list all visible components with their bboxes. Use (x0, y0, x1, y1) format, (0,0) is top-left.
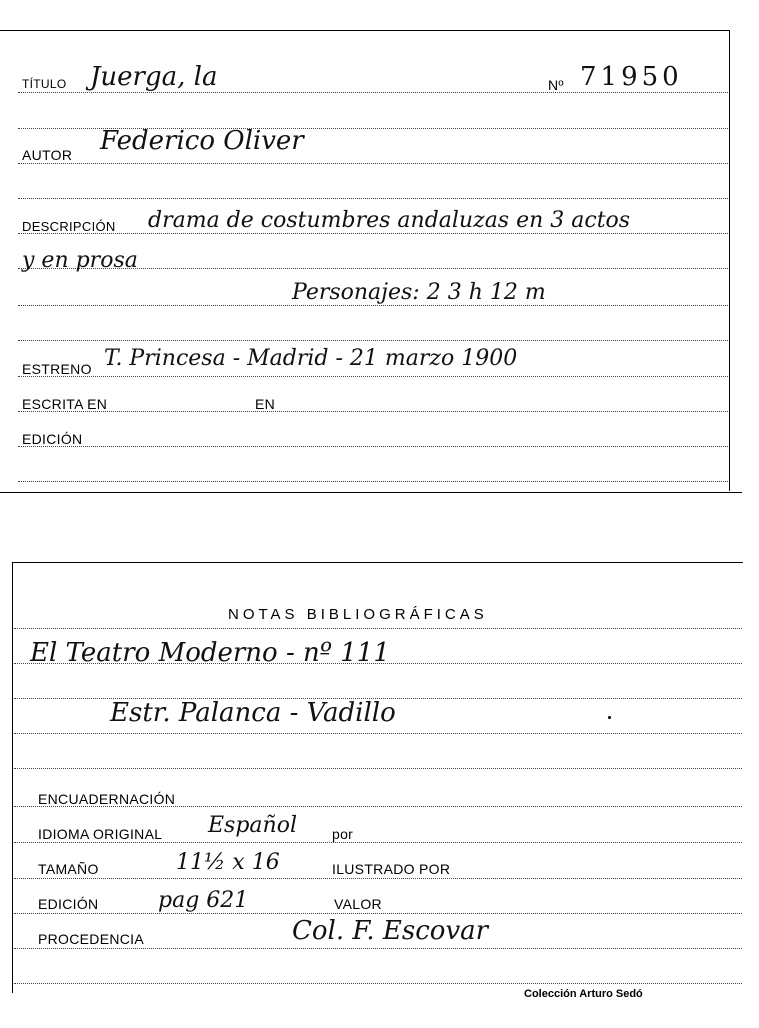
dotted-rule (18, 340, 728, 341)
dotted-rule (14, 948, 742, 949)
titulo-value: Juerga, la (90, 62, 218, 92)
descripcion-line2: y en prosa (22, 248, 138, 273)
ink-speck (608, 716, 611, 719)
en-label: EN (255, 396, 276, 412)
dotted-rule (18, 163, 728, 164)
edicion-label-top: EDICIÓN (22, 431, 83, 447)
card-divider (0, 492, 742, 493)
dotted-rule (18, 376, 728, 377)
numero-label: Nº (548, 77, 564, 93)
dotted-rule (14, 913, 742, 914)
dotted-rule (18, 446, 728, 447)
dotted-rule (14, 733, 742, 734)
ilustrado-label: ILUSTRADO POR (332, 861, 451, 877)
dotted-rule (14, 983, 742, 984)
dotted-rule (18, 305, 728, 306)
procedencia-label: PROCEDENCIA (38, 931, 144, 947)
estreno-label: ESTRENO (22, 361, 92, 377)
dotted-rule (18, 92, 728, 93)
autor-label: AUTOR (22, 147, 73, 163)
dotted-rule (14, 878, 742, 879)
dotted-rule (18, 233, 728, 234)
dotted-rule (14, 842, 742, 843)
numero-value: 71950 (580, 62, 683, 92)
procedencia-value: Col. F. Escovar (292, 916, 489, 946)
edicion-value: pag 621 (158, 888, 249, 913)
por-label: por (332, 826, 354, 842)
edicion-label-bottom: EDICIÓN (38, 896, 99, 912)
escrita-en-label: ESCRITA EN (22, 396, 108, 412)
idioma-value: Español (208, 813, 297, 838)
dotted-rule (14, 628, 742, 629)
descripcion-line1: drama de costumbres andaluzas en 3 actos (148, 208, 631, 233)
notas-heading: NOTAS BIBLIOGRÁFICAS (228, 606, 488, 623)
valor-label: VALOR (334, 896, 382, 912)
personajes-value: Personajes: 2 3 h 12 m (292, 280, 546, 305)
titulo-label: TÍTULO (22, 77, 67, 91)
collection-credit: Colección Arturo Sedó (524, 988, 643, 1000)
idioma-label: IDIOMA ORIGINAL (38, 826, 163, 842)
note-line-1: El Teatro Moderno - nº 111 (30, 638, 390, 668)
dotted-rule (18, 411, 728, 412)
dotted-rule (14, 768, 742, 769)
autor-value: Federico Oliver (100, 126, 304, 156)
tamano-value: 11½ x 16 (176, 850, 280, 875)
note-line-2: Estr. Palanca - Vadillo (110, 698, 396, 728)
estreno-value: T. Princesa - Madrid - 21 marzo 1900 (104, 346, 518, 371)
dotted-rule (18, 481, 728, 482)
tamano-label: TAMAÑO (38, 861, 99, 877)
dotted-rule (18, 198, 728, 199)
encuadernacion-label: ENCUADERNACIÓN (38, 791, 176, 807)
descripcion-label: DESCRIPCIÓN (22, 219, 116, 234)
